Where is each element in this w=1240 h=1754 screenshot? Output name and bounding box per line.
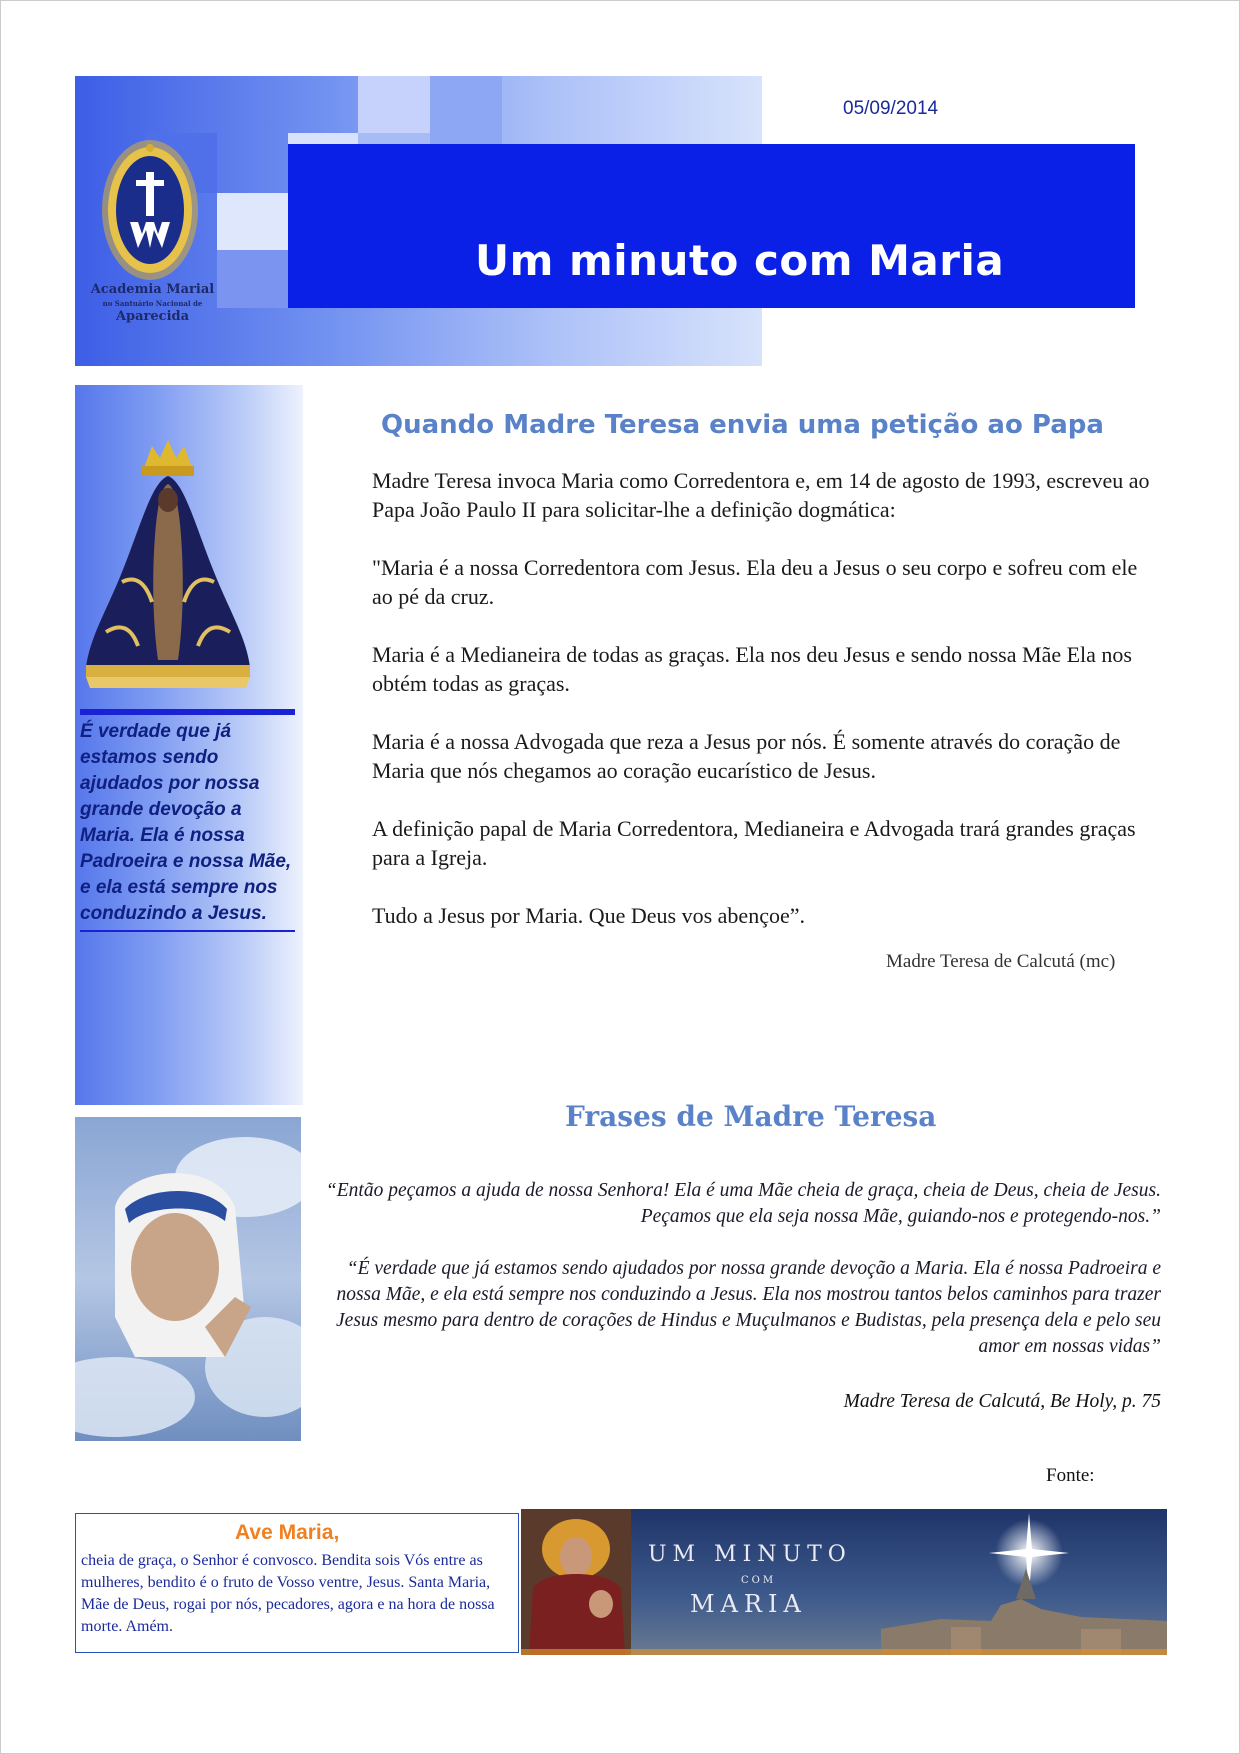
issue-date: 05/09/2014 bbox=[843, 98, 939, 119]
academy-line-3: Aparecida bbox=[115, 309, 190, 324]
header-square bbox=[217, 250, 288, 308]
article-paragraph: Madre Teresa invoca Maria como Corredentora e, em 14 de agosto de 1993, escreveu ao Papa João Paulo II para solicitar-lhe a definição dogmática: bbox=[372, 468, 1150, 522]
sidebar-quote: É verdade que já estamos sendo ajudados por nossa grande devoção a Maria. Ela é nossa Padroeira e nossa Mãe, e ela está sempre nos conduzindo a Jesus. bbox=[80, 721, 292, 924]
academy-line-1: Academia Marial bbox=[90, 282, 215, 297]
mother-teresa-portrait bbox=[75, 1117, 301, 1441]
academy-emblem-icon bbox=[100, 138, 200, 282]
article-body bbox=[372, 466, 1152, 959]
banner-text-line-3: MARIA bbox=[690, 1590, 807, 1618]
ave-maria-title: Ave Maria, bbox=[235, 1521, 340, 1544]
frases-title: Frases de Madre Teresa bbox=[565, 1100, 937, 1133]
academy-line-2: no Santuário Nacional de bbox=[102, 299, 203, 308]
frase-quote: “É verdade que já estamos sendo ajudados por nossa grande devoção a Maria. Ela é nossa Padroeira e nossa Mãe, e ela está sempre nos conduzindo a Jesus. Ela nos mostrou tantos belos caminhos para trazer Jesus mesmo para dentro de corações de Hindus e Muçulmanos e Budistas, pela presença dela e pelo seu amor em nossas vidas” bbox=[336, 1258, 1161, 1357]
article-signature: Madre Teresa de Calcutá (mc) bbox=[886, 951, 1116, 972]
frases-quotes bbox=[305, 1178, 1161, 1386]
article-heading: Quando Madre Teresa envia uma petição ao Papa bbox=[381, 410, 1104, 440]
academy-name bbox=[80, 283, 225, 323]
ave-maria-prayer: cheia de graça, o Senhor é convosco. Bendita sois Vós entre as mulheres, bendito é o fruto de Vosso ventre, Jesus. Santa Maria, Mãe de Deus, rogai por nós, pecadores, agora e na hora de nossa morte. Amém. bbox=[81, 1552, 495, 1635]
our-lady-aparecida-image bbox=[82, 432, 254, 692]
article-paragraph: A definição papal de Maria Corredentora, Medianeira e Advogada trará grandes graças para a Igreja. bbox=[372, 816, 1136, 870]
fonte-label: Fonte: bbox=[1046, 1465, 1095, 1486]
frases-source: Madre Teresa de Calcutá, Be Holy, p. 75 bbox=[843, 1391, 1161, 1412]
page-title: Um minuto com Maria bbox=[475, 236, 1005, 285]
article-paragraph: Maria é a nossa Advogada que reza a Jesus por nós. É somente através do coração de Maria que nós chegamos ao coração eucarístico de Jesus. bbox=[372, 729, 1121, 783]
article-paragraph: "Maria é a nossa Corredentora com Jesus. Ela deu a Jesus o seu corpo e sofreu com ele ao pé da cruz. bbox=[372, 555, 1138, 609]
article-paragraph: Tudo a Jesus por Maria. Que Deus vos abençoe”. bbox=[372, 903, 805, 928]
um-minuto-com-maria-banner bbox=[521, 1509, 1167, 1655]
header-square bbox=[430, 76, 502, 144]
banner-text-line-1: UM MINUTO bbox=[648, 1542, 852, 1567]
sidebar-quote-box bbox=[80, 709, 295, 932]
banner-text-line-2: COM bbox=[741, 1575, 777, 1586]
frase-quote: “Então peçamos a ajuda de nossa Senhora! Ela é uma Mãe cheia de graça, cheia de Deus, cheia de Jesus. Peçamos que ela seja nossa Mãe, guiando-nos e protegendo-nos.” bbox=[325, 1180, 1161, 1227]
header-square bbox=[217, 193, 288, 250]
article-paragraph: Maria é a Medianeira de todas as graças. Ela nos deu Jesus e sendo nossa Mãe Ela nos obtém todas as graças. bbox=[372, 642, 1132, 696]
